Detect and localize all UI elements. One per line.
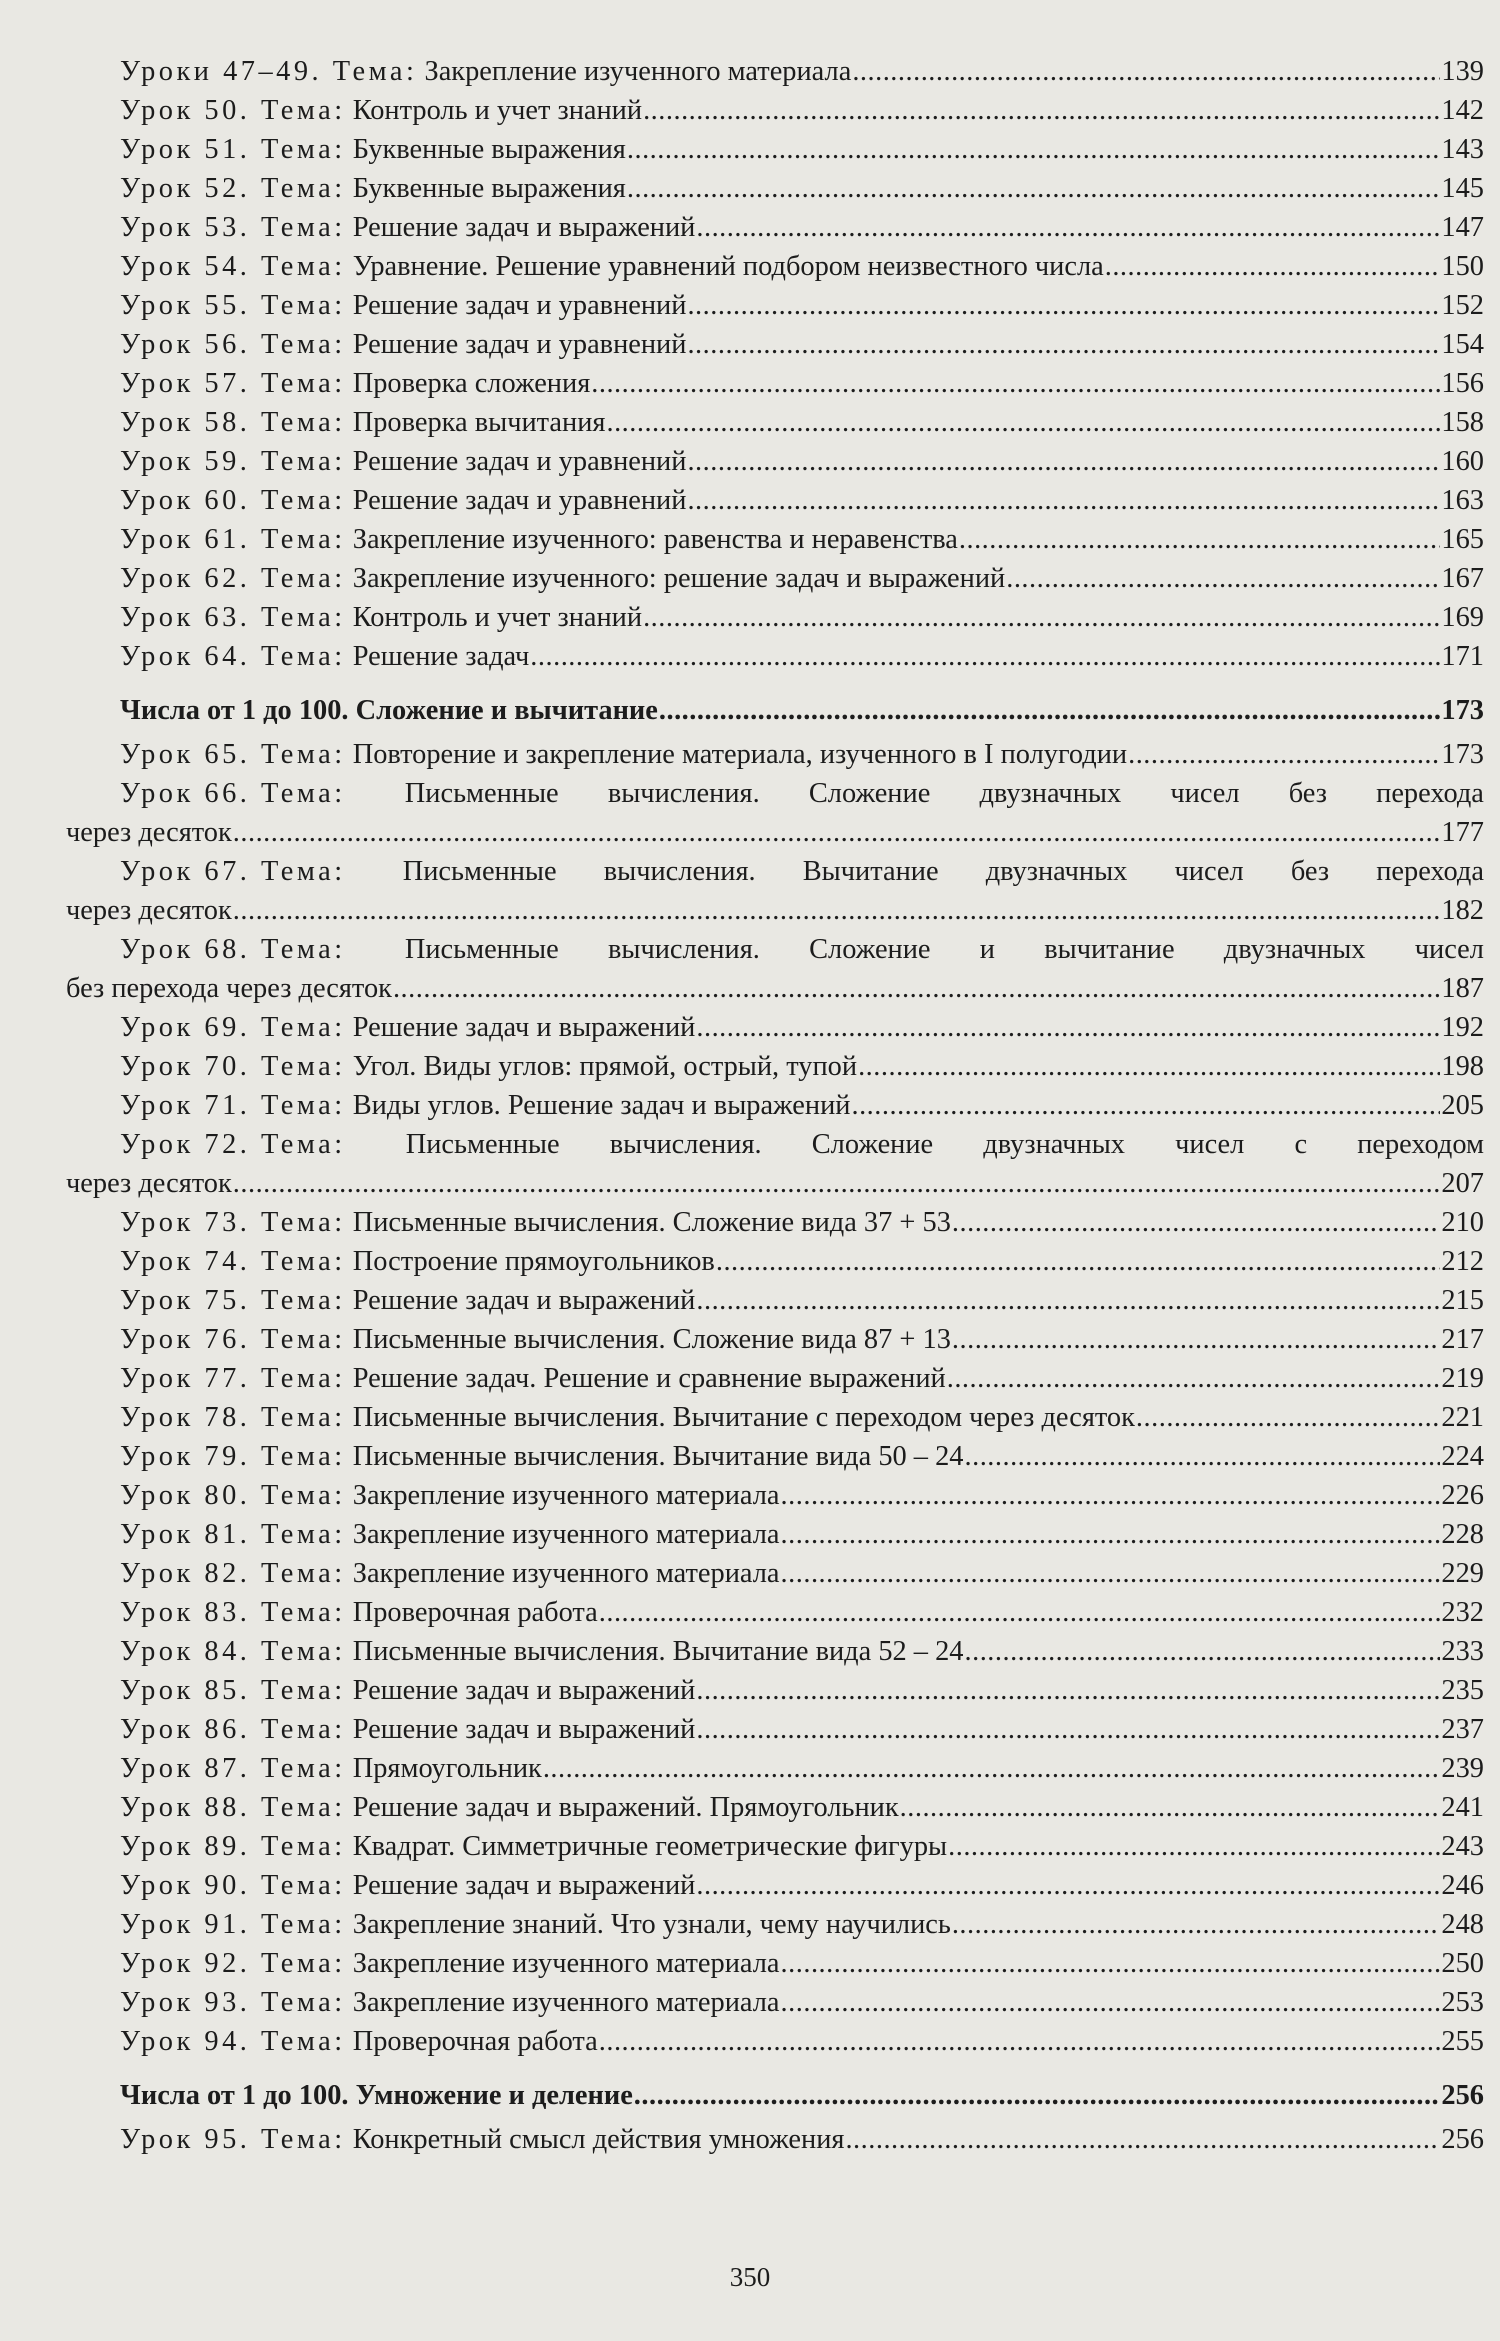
dot-leader [948, 1827, 1440, 1866]
page-ref: 235 [1441, 1675, 1484, 1706]
lesson-label: Урок 79. Тема: [120, 1441, 346, 1472]
lesson-label: Урок 93. Тема: [120, 1987, 346, 2018]
lesson-title: Решение задач и выражений [352, 1285, 696, 1316]
page-ref: 246 [1441, 1870, 1484, 1901]
lesson-title: Закрепление изученного материала [352, 1519, 780, 1550]
lesson-title-word: с [1294, 1129, 1308, 1160]
page-ref: 217 [1441, 1324, 1484, 1355]
toc-entry-wrapped [66, 852, 1484, 891]
lesson-title-continued: через десяток [66, 817, 232, 848]
lesson-title-word: двузначных [1223, 934, 1366, 965]
lesson-title-word: без [1288, 778, 1327, 809]
lesson-label: Урок 59. Тема: [120, 446, 346, 477]
lesson-label: Урок 71. Тема: [120, 1090, 346, 1121]
lesson-title: Угол. Виды углов: прямой, острый, тупой [352, 1051, 858, 1082]
lesson-label: Урок 57. Тема: [120, 368, 346, 399]
lesson-title-word: двузначных [979, 778, 1122, 809]
page-ref: 171 [1441, 641, 1484, 672]
page-number: 350 [729, 2262, 771, 2292]
page-ref: 158 [1441, 407, 1484, 438]
lesson-title-word: Письменные [404, 778, 559, 809]
dot-leader [1128, 735, 1440, 774]
lesson-label: Урок 74. Тема: [120, 1246, 346, 1277]
lesson-label: Урок 61. Тема: [120, 524, 346, 555]
toc-entry [66, 1827, 1484, 1866]
toc-entry [66, 1788, 1484, 1827]
section-title: Числа от 1 до 100. Умножение и деление [120, 2080, 633, 2111]
lesson-title-continued: через десяток [66, 895, 232, 926]
lesson-label: Урок 55. Тема: [120, 290, 346, 321]
toc-entry [66, 1671, 1484, 1710]
toc-entry-continuation [66, 969, 1484, 1008]
dot-leader [947, 1359, 1441, 1398]
lesson-title: Закрепление знаний. Что узнали, чему научились [352, 1909, 951, 1940]
page-ref: 250 [1441, 1948, 1484, 1979]
lesson-label: Урок 50. Тема: [120, 95, 346, 126]
lesson-label: Урок 88. Тема: [120, 1792, 346, 1823]
toc-entry-continuation [66, 1164, 1484, 1203]
toc-entry [66, 1983, 1484, 2022]
lesson-title: Решение задач и выражений [352, 1675, 696, 1706]
page-ref: 229 [1441, 1558, 1484, 1589]
toc-entry [66, 325, 1484, 364]
lesson-title-word: перехода [1376, 856, 1484, 887]
toc-entry [66, 286, 1484, 325]
toc-entry [66, 1632, 1484, 1671]
toc-entry-continuation [66, 813, 1484, 852]
dot-leader [634, 2076, 1441, 2115]
lesson-label: Урок 75. Тема: [120, 1285, 346, 1316]
dot-leader [952, 1905, 1441, 1944]
page-ref: 207 [1441, 1168, 1484, 1199]
toc-entry [66, 1047, 1484, 1086]
page-ref: 241 [1441, 1792, 1484, 1823]
page-ref: 177 [1441, 817, 1484, 848]
page-ref: 154 [1441, 329, 1484, 360]
dot-leader [696, 1671, 1440, 1710]
lesson-title-word: вычисления. [607, 934, 760, 965]
toc-entry [66, 637, 1484, 676]
toc-entry [66, 520, 1484, 559]
lesson-title: Решение задач и выражений [352, 1870, 696, 1901]
toc-entry [66, 1749, 1484, 1788]
page-ref: 173 [1441, 695, 1484, 726]
lesson-title-word: перехода [1376, 778, 1484, 809]
lesson-title: Письменные вычисления. Вычитание вида 52 – 24 [352, 1636, 964, 1667]
lesson-title: Закрепление изученного материала [424, 56, 852, 87]
dot-leader [233, 891, 1441, 930]
toc-entry [66, 130, 1484, 169]
dot-leader [781, 1554, 1441, 1593]
lesson-label: Урок 67. Тема: [120, 856, 346, 887]
lesson-label: Урок 91. Тема: [120, 1909, 346, 1940]
lesson-label: Урок 73. Тема: [120, 1207, 346, 1238]
lesson-label: Урок 72. Тема: [120, 1129, 346, 1160]
dot-leader [643, 598, 1440, 637]
lesson-title: Прямоугольник [352, 1753, 542, 1784]
page-ref: 228 [1441, 1519, 1484, 1550]
lesson-title: Письменные вычисления. Вычитание вида 50 – 24 [352, 1441, 964, 1472]
lesson-title-word: вычисления. [609, 1129, 762, 1160]
toc-entry-continuation [66, 891, 1484, 930]
lesson-title: Решение задач [352, 641, 530, 672]
page-ref: 239 [1441, 1753, 1484, 1784]
dot-leader [687, 286, 1440, 325]
lesson-title: Письменные вычисления. Сложение вида 87 + 13 [352, 1324, 951, 1355]
dot-leader [627, 130, 1441, 169]
lesson-title-word: вычитание [1044, 934, 1175, 965]
lesson-title: Решение задач и выражений [352, 1012, 696, 1043]
dot-leader [687, 481, 1440, 520]
lesson-title: Контроль и учет знаний [352, 602, 643, 633]
page-ref: 187 [1441, 973, 1484, 1004]
lesson-label: Уроки 47–49. Тема: [120, 56, 418, 87]
dot-leader [781, 1944, 1441, 1983]
lesson-label: Урок 82. Тема: [120, 1558, 346, 1589]
dot-leader [606, 403, 1440, 442]
lesson-title: Закрепление изученного: равенства и неравенства [352, 524, 958, 555]
dot-leader [952, 1320, 1441, 1359]
dot-leader [1006, 559, 1440, 598]
dot-leader [530, 637, 1440, 676]
toc-entry [66, 1593, 1484, 1632]
lesson-title: Виды углов. Решение задач и выражений [352, 1090, 851, 1121]
toc-entry [66, 1944, 1484, 1983]
dot-leader [900, 1788, 1441, 1827]
page-ref: 224 [1441, 1441, 1484, 1472]
toc-entry [66, 2120, 1484, 2159]
lesson-label: Урок 70. Тема: [120, 1051, 346, 1082]
lesson-label: Урок 87. Тема: [120, 1753, 346, 1784]
dot-leader [959, 520, 1441, 559]
toc-entry [66, 1398, 1484, 1437]
toc-entry [66, 91, 1484, 130]
lesson-title: Закрепление изученного материала [352, 1480, 780, 1511]
dot-leader [696, 1008, 1440, 1047]
toc-entry [66, 1515, 1484, 1554]
page-ref: 248 [1441, 1909, 1484, 1940]
lesson-label: Урок 62. Тема: [120, 563, 346, 594]
lesson-title-word: переходом [1357, 1129, 1484, 1160]
dot-leader [696, 1866, 1440, 1905]
toc-entry [66, 1905, 1484, 1944]
dot-leader [543, 1749, 1441, 1788]
lesson-label: Урок 86. Тема: [120, 1714, 346, 1745]
lesson-label: Урок 51. Тема: [120, 134, 346, 165]
page-ref: 198 [1441, 1051, 1484, 1082]
toc-entry [66, 735, 1484, 774]
dot-leader [1105, 247, 1441, 286]
lesson-title: Решение задач и уравнений [352, 290, 687, 321]
dot-leader [687, 442, 1440, 481]
dot-leader [1136, 1398, 1440, 1437]
page-ref: 139 [1441, 56, 1484, 87]
toc-entry-wrapped [66, 1125, 1484, 1164]
toc-entry [66, 1554, 1484, 1593]
lesson-title: Решение задач и выражений [352, 1714, 696, 1745]
section-title: Числа от 1 до 100. Сложение и вычитание [120, 695, 658, 726]
dot-leader [845, 2120, 1440, 2159]
page-ref: 237 [1441, 1714, 1484, 1745]
toc-entry [66, 1476, 1484, 1515]
dot-leader [781, 1515, 1441, 1554]
toc-entry [66, 208, 1484, 247]
lesson-label: Урок 81. Тема: [120, 1519, 346, 1550]
page-ref: 215 [1441, 1285, 1484, 1316]
toc-entry [66, 1242, 1484, 1281]
page-ref: 219 [1441, 1363, 1484, 1394]
dot-leader [781, 1476, 1441, 1515]
page-ref: 169 [1441, 602, 1484, 633]
lesson-title: Решение задач и выражений [352, 212, 696, 243]
lesson-label: Урок 69. Тема: [120, 1012, 346, 1043]
lesson-label: Урок 60. Тема: [120, 485, 346, 516]
toc-entry [66, 1437, 1484, 1476]
toc-entry [66, 1866, 1484, 1905]
page-ref: 173 [1441, 739, 1484, 770]
lesson-title-word: Вычитание [802, 856, 939, 887]
lesson-title-word: вычисления. [607, 778, 760, 809]
section-heading [66, 2076, 1484, 2115]
lesson-label: Урок 65. Тема: [120, 739, 346, 770]
toc-entry [66, 1281, 1484, 1320]
lesson-label: Урок 94. Тема: [120, 2026, 346, 2057]
page-ref: 165 [1441, 524, 1484, 555]
dot-leader [659, 691, 1441, 730]
lesson-title-word: вычисления. [603, 856, 756, 887]
dot-leader [965, 1437, 1441, 1476]
lesson-label: Урок 54. Тема: [120, 251, 346, 282]
page-ref: 160 [1441, 446, 1484, 477]
lesson-title-word: двузначных [985, 856, 1128, 887]
page-ref: 156 [1441, 368, 1484, 399]
dot-leader [687, 325, 1440, 364]
section-heading [66, 691, 1484, 730]
dot-leader [233, 1164, 1441, 1203]
dot-leader [233, 813, 1441, 852]
lesson-title: Контроль и учет знаний [352, 95, 643, 126]
dot-leader [643, 91, 1440, 130]
lesson-label: Урок 80. Тема: [120, 1480, 346, 1511]
lesson-title-word: Письменные [402, 856, 557, 887]
lesson-label: Урок 68. Тема: [120, 934, 346, 965]
page-ref: 243 [1441, 1831, 1484, 1862]
lesson-title: Проверочная работа [352, 2026, 598, 2057]
lesson-title: Проверочная работа [352, 1597, 598, 1628]
lesson-title: Решение задач и уравнений [352, 446, 687, 477]
lesson-label: Урок 63. Тема: [120, 602, 346, 633]
toc-entry [66, 1710, 1484, 1749]
lesson-title-word: Письменные [404, 934, 559, 965]
page-ref: 226 [1441, 1480, 1484, 1511]
lesson-title: Закрепление изученного материала [352, 1987, 780, 2018]
lesson-title: Закрепление изученного: решение задач и выражений [352, 563, 1006, 594]
dot-leader [627, 169, 1441, 208]
page-ref: 233 [1441, 1636, 1484, 1667]
dot-leader [851, 1086, 1440, 1125]
dot-leader [599, 2022, 1441, 2061]
lesson-title: Буквенные выражения [352, 173, 626, 204]
dot-leader [696, 1281, 1440, 1320]
page-ref: 210 [1441, 1207, 1484, 1238]
lesson-title: Закрепление изученного материала [352, 1558, 780, 1589]
dot-leader [858, 1047, 1440, 1086]
lesson-label: Урок 52. Тема: [120, 173, 346, 204]
toc-entry [66, 169, 1484, 208]
lesson-label: Урок 78. Тема: [120, 1402, 346, 1433]
toc-entry [66, 1359, 1484, 1398]
lesson-title: Повторение и закрепление материала, изученного в I полугодии [352, 739, 1128, 770]
lesson-title-word: без [1290, 856, 1330, 887]
toc-entry [66, 364, 1484, 403]
page-ref: 152 [1441, 290, 1484, 321]
lesson-title: Проверка вычитания [352, 407, 606, 438]
lesson-label: Урок 58. Тема: [120, 407, 346, 438]
page-ref: 255 [1441, 2026, 1484, 2057]
toc-entry [66, 559, 1484, 598]
lesson-title: Конкретный смысл действия умножения [352, 2124, 845, 2155]
lesson-title: Проверка сложения [352, 368, 591, 399]
page-ref: 182 [1441, 895, 1484, 926]
dot-leader [599, 1593, 1441, 1632]
toc-entry [66, 52, 1484, 91]
page-ref: 192 [1441, 1012, 1484, 1043]
page-ref: 253 [1441, 1987, 1484, 2018]
lesson-title-continued: через десяток [66, 1168, 232, 1199]
page-ref: 147 [1441, 212, 1484, 243]
lesson-title: Буквенные выражения [352, 134, 626, 165]
lesson-title-word: Письменные [405, 1129, 560, 1160]
dot-leader [852, 52, 1440, 91]
lesson-title-word: и [979, 934, 995, 965]
toc-entry [66, 1086, 1484, 1125]
toc-entry [66, 598, 1484, 637]
lesson-title: Решение задач и выражений. Прямоугольник [352, 1792, 899, 1823]
lesson-label: Урок 83. Тема: [120, 1597, 346, 1628]
toc-entry [66, 1320, 1484, 1359]
lesson-label: Урок 53. Тема: [120, 212, 346, 243]
page-ref: 232 [1441, 1597, 1484, 1628]
lesson-title: Письменные вычисления. Вычитание с переходом через десяток [352, 1402, 1135, 1433]
lesson-label: Урок 92. Тема: [120, 1948, 346, 1979]
lesson-label: Урок 56. Тема: [120, 329, 346, 360]
dot-leader [696, 208, 1440, 247]
lesson-label: Урок 85. Тема: [120, 1675, 346, 1706]
page-ref: 163 [1441, 485, 1484, 516]
lesson-title-word: Сложение [811, 1129, 934, 1160]
dot-leader [696, 1710, 1440, 1749]
toc-entry [66, 442, 1484, 481]
lesson-title-continued: без перехода через десяток [66, 973, 392, 1004]
dot-leader [781, 1983, 1441, 2022]
lesson-title: Квадрат. Симметричные геометрические фигуры [352, 1831, 948, 1862]
lesson-label: Урок 77. Тема: [120, 1363, 346, 1394]
lesson-label: Урок 64. Тема: [120, 641, 346, 672]
lesson-title-word: двузначных [983, 1129, 1125, 1160]
page-ref: 167 [1441, 563, 1484, 594]
lesson-title-word: чисел [1414, 934, 1484, 965]
lesson-title-word: Сложение [808, 778, 931, 809]
lesson-label: Урок 90. Тема: [120, 1870, 346, 1901]
toc-entry [66, 403, 1484, 442]
dot-leader [952, 1203, 1441, 1242]
dot-leader [965, 1632, 1441, 1671]
lesson-title: Письменные вычисления. Сложение вида 37 + 53 [352, 1207, 951, 1238]
lesson-title: Решение задач и уравнений [352, 329, 687, 360]
lesson-title-word: чисел [1170, 778, 1240, 809]
page-ref: 150 [1441, 251, 1484, 282]
toc-entry-wrapped [66, 774, 1484, 813]
page-ref: 256 [1441, 2124, 1484, 2155]
dot-leader [591, 364, 1440, 403]
lesson-label: Урок 89. Тема: [120, 1831, 346, 1862]
page-ref: 145 [1441, 173, 1484, 204]
lesson-title: Решение задач и уравнений [352, 485, 687, 516]
dot-leader [393, 969, 1440, 1008]
lesson-title-word: чисел [1175, 1129, 1245, 1160]
lesson-title: Построение прямоугольников [352, 1246, 715, 1277]
page-ref: 221 [1441, 1402, 1484, 1433]
page-ref: 212 [1441, 1246, 1484, 1277]
lesson-title-word: чисел [1174, 856, 1244, 887]
toc-entry [66, 247, 1484, 286]
table-of-contents [66, 52, 1484, 2159]
page-ref: 143 [1441, 134, 1484, 165]
lesson-label: Урок 76. Тема: [120, 1324, 346, 1355]
lesson-title: Закрепление изученного материала [352, 1948, 780, 1979]
lesson-label: Урок 84. Тема: [120, 1636, 346, 1667]
toc-entry-wrapped [66, 930, 1484, 969]
toc-entry [66, 1203, 1484, 1242]
lesson-label: Урок 66. Тема: [120, 778, 346, 809]
page-ref: 142 [1441, 95, 1484, 126]
lesson-title: Решение задач. Решение и сравнение выражений [352, 1363, 946, 1394]
toc-entry [66, 481, 1484, 520]
page-ref: 256 [1441, 2080, 1484, 2111]
page-ref: 205 [1441, 1090, 1484, 1121]
lesson-title-word: Сложение [809, 934, 931, 965]
toc-entry [66, 1008, 1484, 1047]
dot-leader [716, 1242, 1441, 1281]
lesson-title: Уравнение. Решение уравнений подбором неизвестного числа [352, 251, 1104, 282]
lesson-label: Урок 95. Тема: [120, 2124, 346, 2155]
toc-entry [66, 2022, 1484, 2061]
